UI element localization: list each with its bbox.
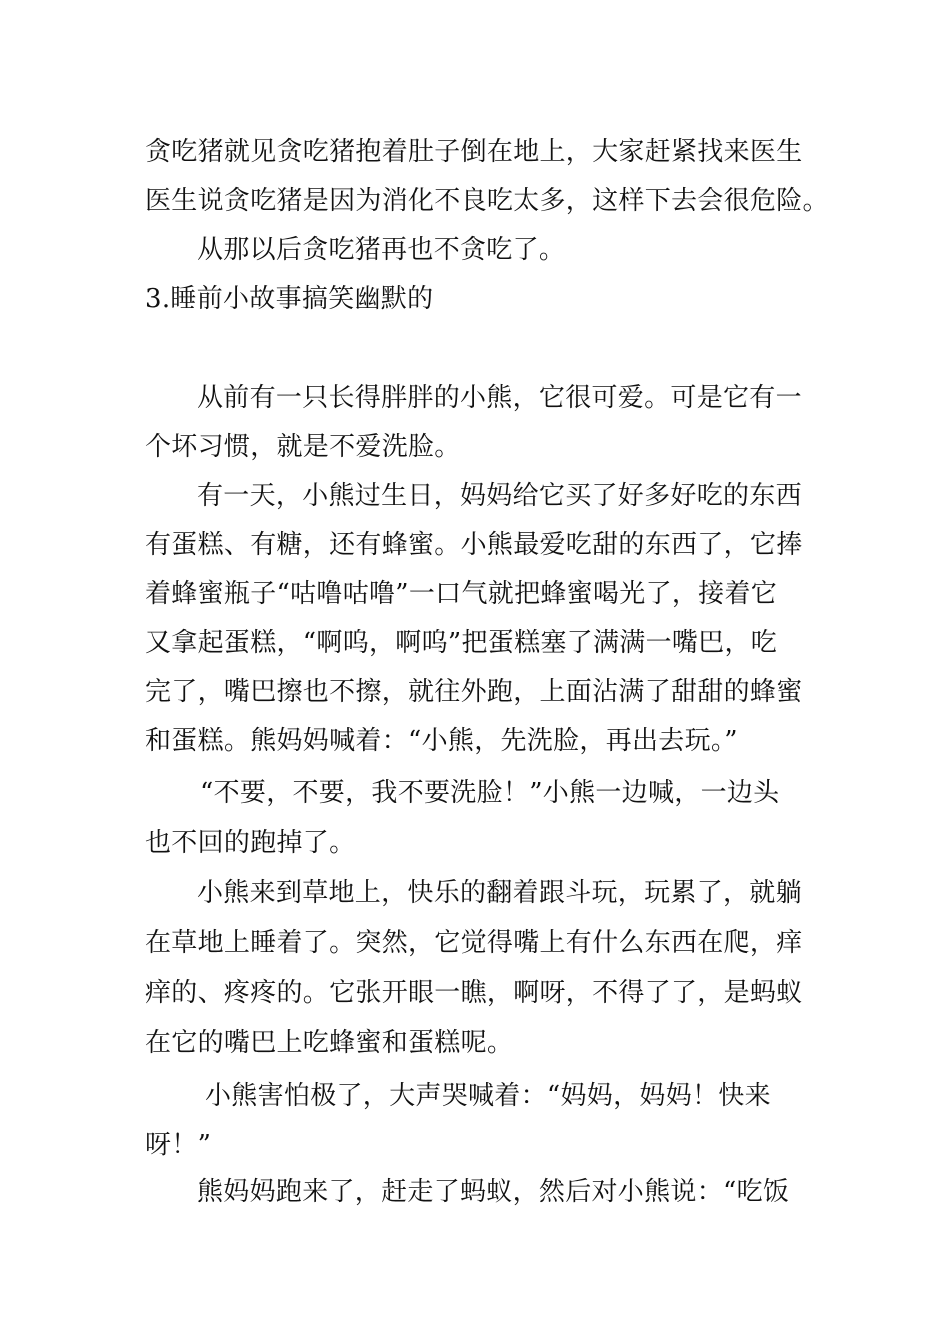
text-line-14: 也不回的跑掉了。: [145, 828, 356, 858]
text-line-15: 小熊来到草地上，快乐的翻着跟斗玩，玩累了，就躺: [197, 878, 802, 908]
text-line-16: 在草地上睡着了。突然，它觉得嘴上有什么东西在爬，痒: [145, 928, 803, 958]
text-line-8: 有蛋糕、有糖，还有蜂蜜。小熊最爱吃甜的东西了，它捧: [145, 530, 803, 560]
text-line-3: 从那以后贪吃猪再也不贪吃了。: [197, 235, 566, 265]
text-line-5: 从前有一只长得胖胖的小熊，它很可爱。可是它有一: [197, 383, 802, 413]
text-line-21: 熊妈妈跑来了，赶走了蚂蚁，然后对小熊说：“吃饭: [197, 1177, 790, 1207]
text-line-2: 医生说贪吃猪是因为消化不良吃太多，这样下去会很危险。: [145, 186, 829, 216]
text-line-18: 在它的嘴巴上吃蜂蜜和蛋糕呢。: [145, 1028, 514, 1058]
section-heading: 3.睡前小故事搞笑幽默的: [145, 284, 434, 314]
text-line-13: “不要，不要，我不要洗脸！”小熊一边喊，一边头: [200, 778, 780, 808]
text-line-7: 有一天，小熊过生日，妈妈给它买了好多好吃的东西: [197, 481, 802, 511]
text-line-17: 痒的、疼疼的。它张开眼一瞧，啊呀，不得了了，是蚂蚁: [145, 978, 803, 1008]
text-line-11: 完了，嘴巴擦也不擦，就往外跑，上面沾满了甜甜的蜂蜜: [145, 677, 803, 707]
text-line-20: 呀！”: [145, 1130, 212, 1160]
text-line-10: 又拿起蛋糕，“啊呜，啊呜”把蛋糕塞了满满一嘴巴，吃: [145, 628, 778, 658]
text-line-19: 小熊害怕极了，大声哭喊着：“妈妈，妈妈！快来: [205, 1081, 771, 1111]
text-line-1: 贪吃猪就见贪吃猪抱着肚子倒在地上，大家赶紧找来医生: [145, 137, 803, 167]
text-line-9: 着蜂蜜瓶子“咕噜咕噜”一口气就把蜂蜜喝光了，接着它: [145, 579, 778, 609]
text-line-12: 和蛋糕。熊妈妈喊着：“小熊，先洗脸，再出去玩。”: [145, 726, 738, 756]
text-line-6: 个坏习惯，就是不爱洗脸。: [145, 432, 461, 462]
